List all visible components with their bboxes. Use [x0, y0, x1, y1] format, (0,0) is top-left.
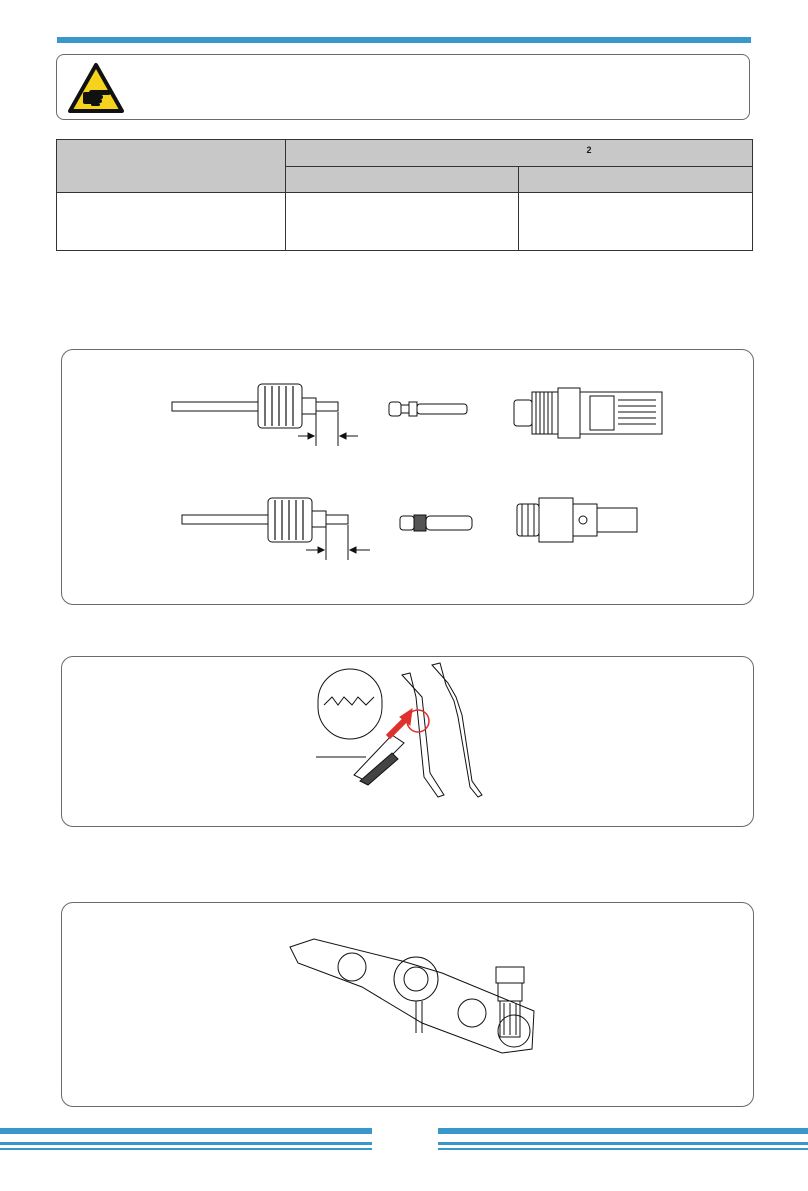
connector-assembly-illustration	[62, 350, 755, 606]
superscript-2: 2	[586, 145, 592, 156]
table-header-recommended	[519, 167, 753, 193]
footer-rule-left	[0, 1128, 372, 1152]
table-header-range	[286, 167, 519, 193]
figure-crimp	[61, 656, 754, 827]
cable-spec-table	[56, 139, 753, 251]
table-cell-type	[57, 193, 286, 251]
table-cell-range	[286, 193, 519, 251]
notice-box	[56, 54, 750, 120]
header-rule	[57, 37, 751, 43]
table-header-cross-section	[286, 140, 753, 167]
footer-rule-right	[438, 1128, 808, 1152]
table-cell-recommended	[519, 193, 753, 251]
figure-strip-and-assemble	[61, 349, 754, 605]
wrench-tightening-illustration	[62, 903, 755, 1108]
crimping-tool-illustration	[62, 657, 755, 828]
warning-pointing-hand-icon	[67, 62, 125, 114]
table-header-type	[57, 140, 286, 193]
figure-tighten	[61, 902, 754, 1107]
